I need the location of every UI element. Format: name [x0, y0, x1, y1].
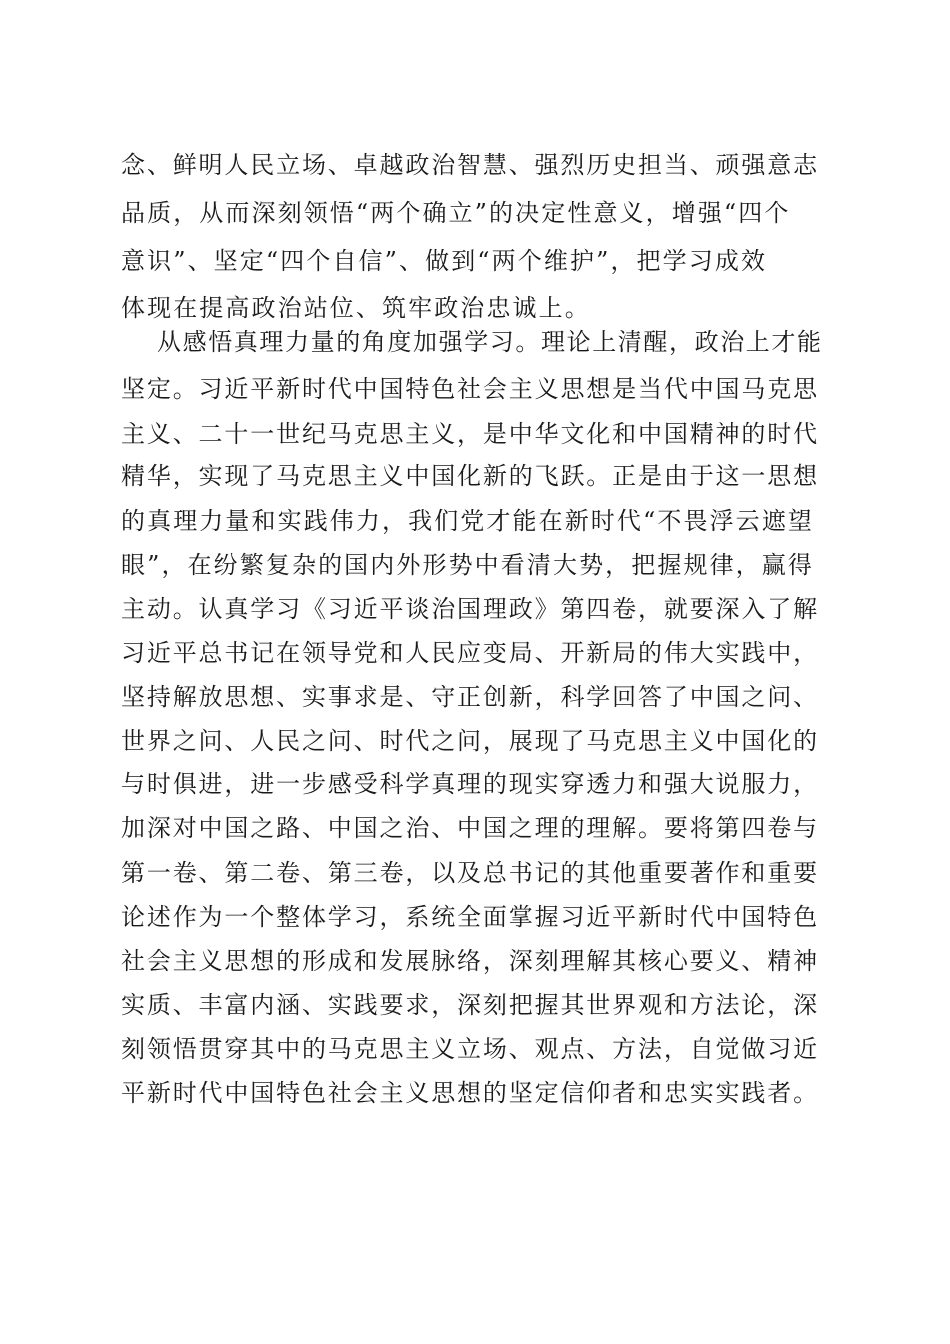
text-line: 加深对中国之路、中国之治、中国之理的理解。要将第四卷与 [121, 814, 819, 842]
text-line: 的真理力量和实践伟力，我们党才能在新时代“不畏浮云遮望 [121, 507, 814, 535]
text-line: 与时俱进，进一步感受科学真理的现实穿透力和强大说服力， [121, 770, 819, 798]
text-line: 平新时代中国特色社会主义思想的坚定信仰者和忠实实践者。 [121, 1079, 819, 1107]
text-line: 世界之问、人民之问、时代之问，展现了马克思主义中国化的 [121, 727, 819, 755]
text-line: 精华，实现了马克思主义中国化新的飞跃。正是由于这一思想 [121, 462, 819, 490]
text-line: 论述作为一个整体学习，系统全面掌握习近平新时代中国特色 [121, 903, 819, 931]
text-line: 品质，从而深刻领悟“两个确立”的决定性意义，增强“四个 [121, 199, 791, 227]
text-line: 习近平总书记在领导党和人民应变局、开新局的伟大实践中， [121, 639, 819, 667]
text-line: 刻领悟贯穿其中的马克思主义立场、观点、方法，自觉做习近 [121, 1035, 819, 1063]
text-line: 主义、二十一世纪马克思主义，是中华文化和中国精神的时代 [121, 420, 819, 448]
text-line: 从感悟真理力量的角度加强学习。理论上清醒，政治上才能 [157, 328, 823, 356]
text-line: 坚定。习近平新时代中国特色社会主义思想是当代中国马克思 [121, 375, 819, 403]
text-line: 念、鲜明人民立场、卓越政治智慧、强烈历史担当、顽强意志 [121, 151, 819, 179]
text-line: 主动。认真学习《习近平谈治国理政》第四卷，就要深入了解 [121, 595, 819, 623]
text-line: 意识”、坚定“四个自信”、做到“两个维护”，把学习成效 [121, 247, 768, 275]
text-line: 坚持解放思想、实事求是、守正创新，科学回答了中国之问、 [121, 683, 819, 711]
text-line: 第一卷、第二卷、第三卷，以及总书记的其他重要著作和重要 [121, 859, 819, 887]
text-line: 眼”，在纷繁复杂的国内外形势中看清大势，把握规律，赢得 [121, 551, 814, 579]
text-line: 社会主义思想的形成和发展脉络，深刻理解其核心要义、精神 [121, 947, 819, 975]
text-line: 体现在提高政治站位、筑牢政治忠诚上。 [121, 294, 591, 322]
text-line: 实质、丰富内涵、实践要求，深刻把握其世界观和方法论，深 [121, 991, 819, 1019]
